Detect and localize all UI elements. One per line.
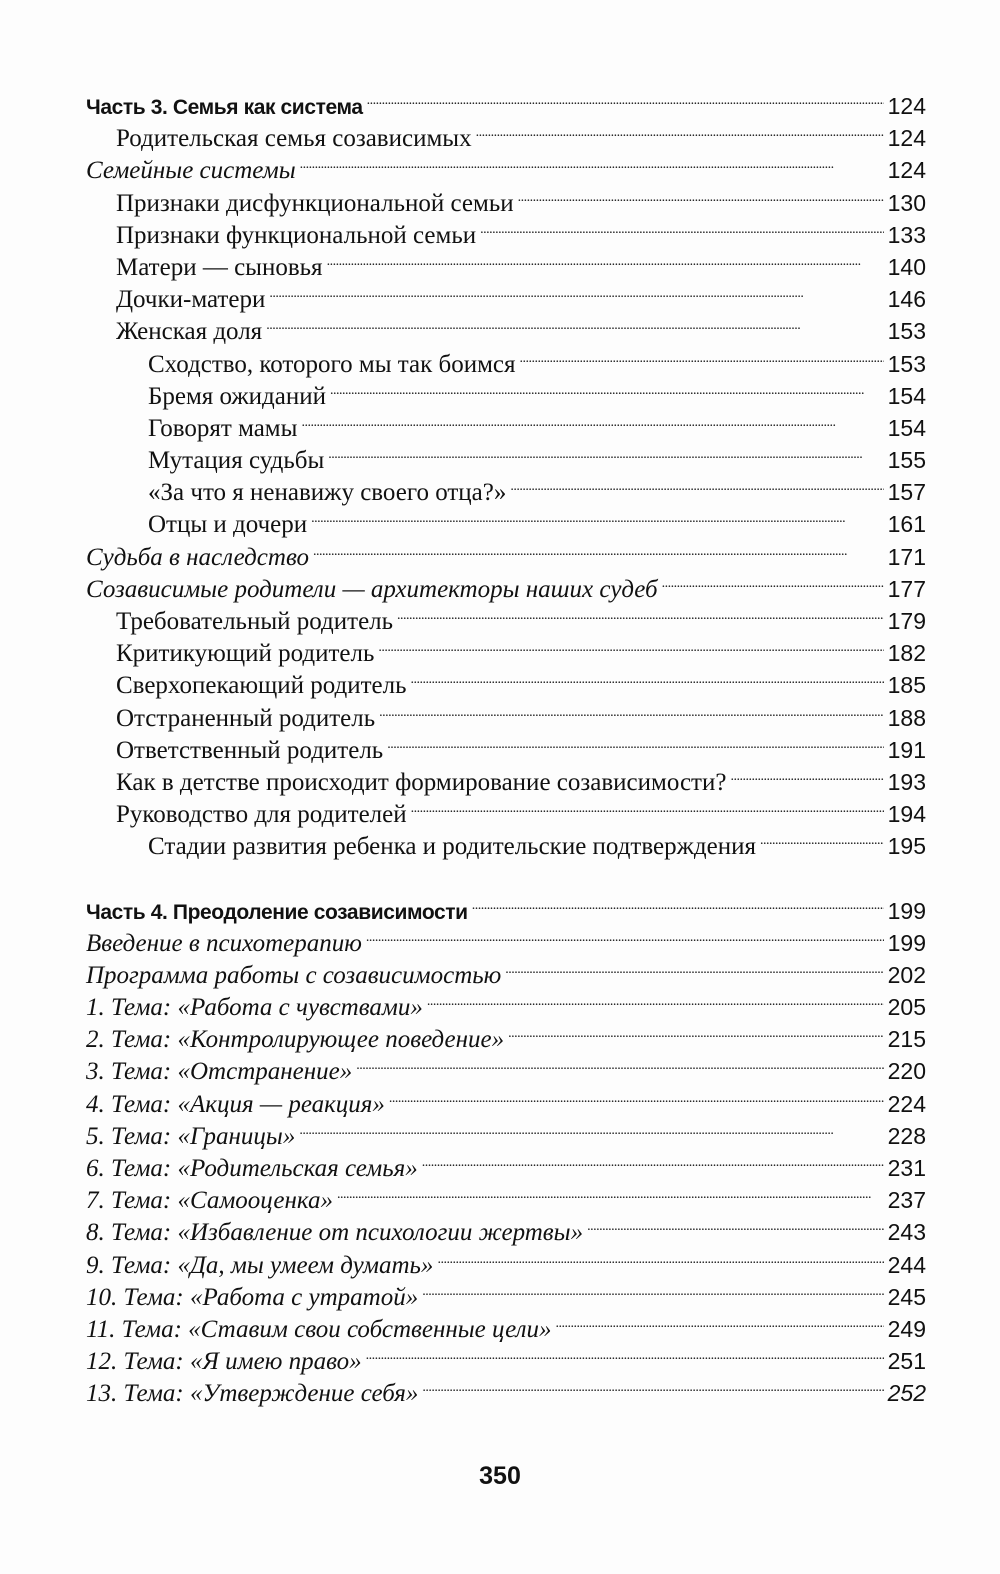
toc-entry-title: 7. Тема: «Самооценка» [86,1187,333,1215]
dot-leader [662,565,884,597]
toc-entry-title: Часть 3. Семья как система [86,96,363,119]
toc-entry-title: Программа работы с созависимостью [86,961,502,989]
toc-entry-title: 1. Тема: «Работа с чувствами» [86,994,423,1022]
dot-leader [411,790,884,822]
toc-entry-page: 237 [887,1187,926,1214]
dot-leader [367,82,884,114]
toc-entry-title: Мутация судьбы [148,447,325,475]
dot-leader [328,436,883,468]
toc-entry-title: 13. Тема: «Утверждение себя» [86,1380,419,1408]
toc-entry-page: 154 [887,382,926,409]
toc-entry-title: 10. Тема: «Работа с утратой» [86,1283,419,1311]
toc-entry-page: 171 [887,543,926,570]
toc-entry-page: 155 [887,447,926,474]
dot-leader [366,919,884,951]
dot-leader [330,372,884,404]
toc-entry-page: 193 [887,768,926,795]
page-number: 350 [479,1462,521,1490]
toc-entry-title: Признаки дисфункциональной семьи [116,189,514,217]
toc-entry-title: Говорят мамы [148,414,298,442]
toc-entry-title: Критикующий родитель [116,640,375,668]
toc-entry-page: 249 [887,1315,926,1342]
toc-entry-title: Стадии развития ребенка и родительские подтверждения [148,833,756,861]
dot-leader [378,629,883,661]
toc-entry-page: 220 [887,1058,926,1085]
toc-entry-page: 153 [887,350,926,377]
toc-entry-page: 202 [887,961,926,988]
toc-entry [86,82,926,119]
toc-entry-page: 231 [887,1155,926,1181]
dot-leader [366,1337,884,1369]
toc-entry-page: 177 [887,575,926,602]
toc-entry-page: 188 [887,704,926,731]
dot-leader [266,307,883,339]
toc-entry-title: Созависимые родители — архитекторы наших судеб [86,575,658,603]
toc-entry-page: 199 [887,897,926,924]
toc-entry-title: «За что я ненавижу своего отца?» [148,479,507,507]
dot-leader [437,1241,883,1273]
toc-entry-page: 244 [887,1251,926,1278]
dot-leader [397,597,884,629]
dot-leader [299,1112,883,1144]
toc-entry-page: 133 [887,221,926,248]
dot-leader [389,1080,884,1112]
dot-leader [476,114,884,146]
toc-entry-page: 140 [887,253,926,280]
toc-entry-title: 5. Тема: «Границы» [86,1122,296,1150]
toc-entry-page: 205 [887,994,926,1021]
dot-leader [505,951,883,983]
dot-leader [356,1047,883,1079]
dot-leader [379,694,883,726]
dot-leader [301,404,883,436]
toc-entry-page: 161 [887,511,926,538]
toc-entry-title: 8. Тема: «Избавление от психологии жертвы» [86,1219,584,1247]
toc-entry-page: 124 [887,93,926,119]
dot-leader [472,887,884,919]
dot-leader [556,1305,884,1337]
toc-entry-page: 146 [887,286,926,313]
dot-leader [730,758,883,790]
dot-leader [518,179,884,211]
toc-entry-title: Сверхопекающий родитель [116,672,407,700]
toc-part-3 [86,82,926,861]
toc-entry-title: Руководство для родителей [116,801,407,829]
dot-leader [300,146,884,178]
dot-leader [387,726,883,758]
dot-leader [422,1144,884,1176]
toc-entry-page: 252 [887,1380,926,1407]
toc-entry-title: Дочки-матери [116,286,266,314]
toc-entry [86,887,926,924]
toc-entry-page: 195 [887,833,926,860]
toc-entry-title: Судьба в наследство [86,543,309,571]
dot-leader [411,661,884,693]
toc-entry-page: 130 [887,189,926,216]
toc-entry-title: 11. Тема: «Ставим свои собственные цели» [86,1315,552,1343]
toc-entry-page: 124 [887,125,926,152]
dot-leader [327,243,884,275]
toc-entry-title: Отстраненный родитель [116,704,376,732]
toc-entry-title: 3. Тема: «Отстранение» [86,1058,353,1086]
toc-entry-page: 153 [887,318,926,345]
toc-entry-page: 215 [887,1026,926,1053]
toc-entry-title: Семейные системы [86,157,296,185]
dot-leader [760,822,884,854]
toc-entry-page: 224 [887,1090,926,1117]
toc-entry-page: 157 [887,479,926,506]
dot-leader [311,500,883,532]
dot-leader [520,340,884,372]
dot-leader [269,275,883,307]
toc-entry-title: Ответственный родитель [116,736,384,764]
toc-entry-title: Женская доля [116,318,263,346]
toc-entry-page: 182 [887,640,926,667]
toc-entry-page: 191 [887,736,926,763]
toc-entry-title: Матери — сыновья [116,253,323,281]
toc-entry-title: 6. Тема: «Родительская семья» [86,1155,418,1182]
dot-leader [337,1176,884,1208]
toc-entry-title: Признаки функциональной семьи [116,221,477,249]
dot-leader [427,983,884,1015]
dot-leader [587,1208,884,1240]
toc-entry-page: 245 [887,1283,926,1310]
toc-entry-page: 185 [887,672,926,699]
toc-entry-title: Сходство, которого мы так боимся [148,350,516,378]
toc-entry-title: Часть 4. Преодоление созависимости [86,900,468,924]
toc-entry-page: 179 [887,608,926,634]
toc-entry-title: 2. Тема: «Контролирующее поведение» [86,1026,505,1054]
dot-leader [480,211,884,243]
toc-entry-title: Введение в психотерапию [86,929,362,957]
toc-entry-title: Бремя ожиданий [148,382,327,410]
toc-entry-title: 9. Тема: «Да, мы умеем думать» [86,1251,434,1279]
dot-leader [313,533,884,565]
toc-entry-title: Требовательный родитель [116,608,394,635]
table-of-contents [86,82,926,1408]
dot-leader [508,1015,884,1047]
toc-entry-page: 243 [887,1219,926,1246]
toc-entry-page: 154 [887,414,926,441]
toc-entry-page: 199 [887,929,926,956]
toc-entry-page: 228 [887,1122,926,1149]
dot-leader [422,1273,883,1305]
toc-entry-title: 4. Тема: «Акция — реакция» [86,1090,385,1118]
toc-entry-title: Как в детстве происходит формирование созависимости? [116,768,727,796]
toc-entry-page: 251 [887,1348,926,1375]
toc-entry-title: Отцы и дочери [148,511,308,539]
toc-entry-title: 12. Тема: «Я имею право» [86,1348,362,1376]
dot-leader [510,468,883,500]
toc-entry-page: 124 [887,157,926,184]
toc-entry-title: Родительская семья созависимых [116,125,472,153]
dot-leader [422,1369,883,1401]
toc-entry-page: 194 [887,801,926,828]
toc-part-4 [86,887,926,1408]
